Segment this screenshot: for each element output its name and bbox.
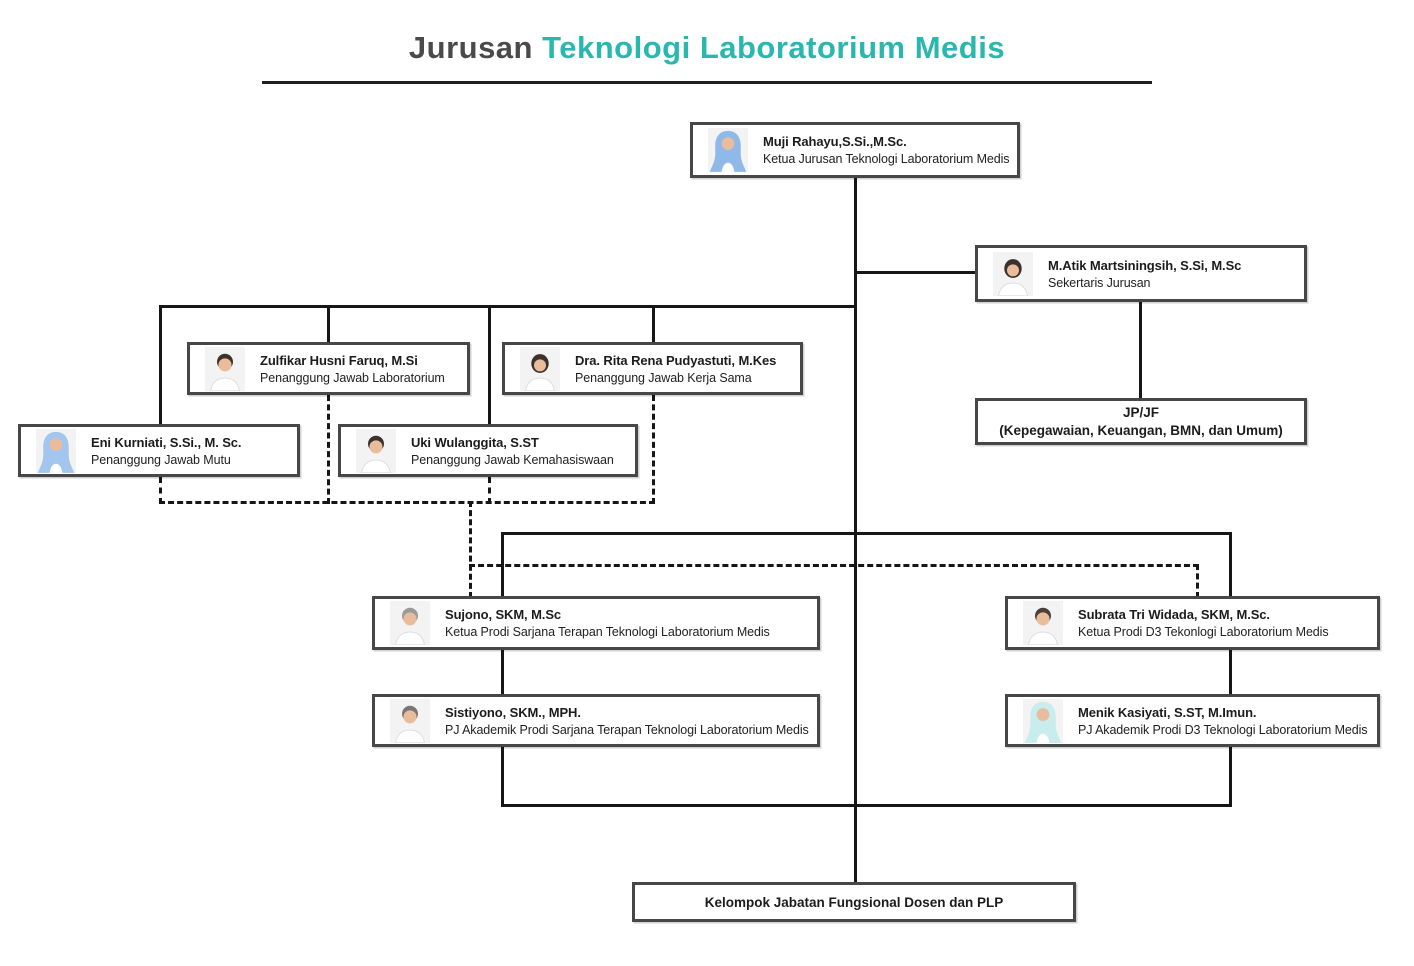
- title-prefix: Jurusan: [408, 30, 533, 65]
- node-pj-mutu: [18, 424, 300, 477]
- person-name: Muji Rahayu,S.Si.,M.Sc.: [763, 134, 907, 149]
- connector-pjakademikst-bottomrail: [501, 747, 504, 807]
- person-name: Subrata Tri Widada, SKM, M.Sc.: [1078, 607, 1270, 622]
- connector-rail-to-kaprodi-d3: [1229, 532, 1232, 596]
- connector-bus-to-kerjasama: [652, 305, 655, 342]
- connector-bus-to-kemahasiswaan: [488, 305, 491, 424]
- dashed-kemahasiswaan-down: [488, 477, 491, 504]
- person-role: PJ Akademik Prodi D3 Teknologi Laboratorium Medis: [1078, 722, 1368, 737]
- node-pj-kemahasiswaan: [338, 424, 638, 477]
- jpjf-title: JP/JF: [1122, 405, 1160, 420]
- connector-pjakademikd3-bottomrail: [1229, 747, 1232, 807]
- person-name: Menik Kasiyati, S.ST, M.Imun.: [1078, 704, 1257, 720]
- person-role: PJ Akademik Prodi Sarjana Terapan Teknologi Laboratorium Medis: [445, 722, 809, 737]
- node-kaprodi-sarjana-terapan: [372, 596, 820, 650]
- dashed-rail-to-d3: [469, 564, 1199, 567]
- person-role: Penanggung Jawab Kerja Sama: [575, 370, 752, 385]
- person-role: Ketua Prodi Sarjana Terapan Teknologi Laboratorium Medis: [445, 625, 770, 639]
- connector-rail-prodi: [501, 532, 1232, 535]
- title-highlight: Teknologi Laboratorium Medis: [542, 30, 1006, 65]
- person-name: Dra. Rita Rena Pudyastuti, M.Kes: [575, 352, 777, 368]
- kelompok-label: Kelompok Jabatan Fungsional Dosen dan PLP: [704, 894, 1004, 910]
- connector-bus-to-lab: [327, 305, 330, 342]
- portrait-short-hair-icon: [205, 347, 245, 391]
- dashed-bus-pj: [159, 501, 655, 504]
- connector-bus-to-mutu: [159, 305, 162, 424]
- node-sekretaris-jurusan: [975, 245, 1307, 302]
- person-name: Zulfikar Husni Faruq, M.Si: [260, 352, 418, 368]
- dashed-kerjasama-down: [652, 395, 655, 504]
- person-role: Penanggung Jawab Mutu: [91, 452, 231, 467]
- person-name: M.Atik Martsiningsih, S.Si, M.Sc: [1048, 257, 1242, 273]
- node-pj-akademik-d3: [1005, 694, 1380, 747]
- connector-kaprodid3-pjakademikd3: [1229, 650, 1232, 694]
- page-title: [262, 30, 1152, 66]
- portrait-short-hair-icon: [356, 429, 396, 473]
- person-role: Penanggung Jawab Laboratorium: [260, 370, 445, 385]
- person-name: Sujono, SKM, M.Sc: [445, 607, 562, 622]
- portrait-hijab-icon: [1023, 699, 1063, 743]
- person-role: Penanggung Jawab Kemahasiswaan: [411, 452, 614, 467]
- portrait-bob-hair-icon: [993, 252, 1033, 296]
- connector-bottom-rail: [501, 804, 1232, 807]
- node-kaprodi-d3: [1005, 596, 1380, 650]
- connector-sekretaris-jpjf: [1139, 302, 1142, 398]
- person-role: Ketua Jurusan Teknologi Laboratorium Medis: [763, 152, 1010, 166]
- person-role: Sekertaris Jurusan: [1048, 275, 1151, 290]
- person-role: Ketua Prodi D3 Tekonlogi Laboratorium Medis: [1078, 625, 1329, 639]
- portrait-hijab-icon: [36, 429, 76, 473]
- dashed-drop-to-kaprodi-st: [469, 501, 472, 598]
- jpjf-subtitle: (Kepegawaian, Keuangan, BMN, dan Umum): [999, 423, 1283, 438]
- dashed-drop-to-kaprodi-d3: [1196, 564, 1199, 598]
- connector-spine: [854, 178, 857, 884]
- person-name: Uki Wulanggita, S.ST: [411, 434, 539, 450]
- portrait-short-hair-icon: [390, 699, 430, 743]
- portrait-bob-hair-icon: [520, 347, 560, 391]
- portrait-short-hair-icon: [1023, 601, 1063, 645]
- connector-kaprodist-pjakademikst: [501, 650, 504, 694]
- node-pj-laboratorium: [187, 342, 470, 395]
- node-jpjf: [975, 398, 1307, 445]
- person-name: Eni Kurniati, S.Si., M. Sc.: [91, 434, 242, 450]
- portrait-hijab-icon: [708, 128, 748, 172]
- dashed-mutu-down: [159, 477, 162, 504]
- connector-to-sekretaris: [854, 271, 978, 274]
- node-kelompok-fungsional: [632, 882, 1076, 922]
- node-pj-akademik-sarjana-terapan: [372, 694, 820, 747]
- title-underline: [262, 81, 1152, 84]
- dashed-lab-down: [327, 395, 330, 504]
- connector-bus-row2: [159, 305, 857, 308]
- node-ketua-jurusan: [690, 122, 1020, 178]
- person-name: Sistiyono, SKM., MPH.: [445, 704, 581, 720]
- node-pj-kerja-sama: [502, 342, 803, 395]
- portrait-short-hair-icon: [390, 601, 430, 645]
